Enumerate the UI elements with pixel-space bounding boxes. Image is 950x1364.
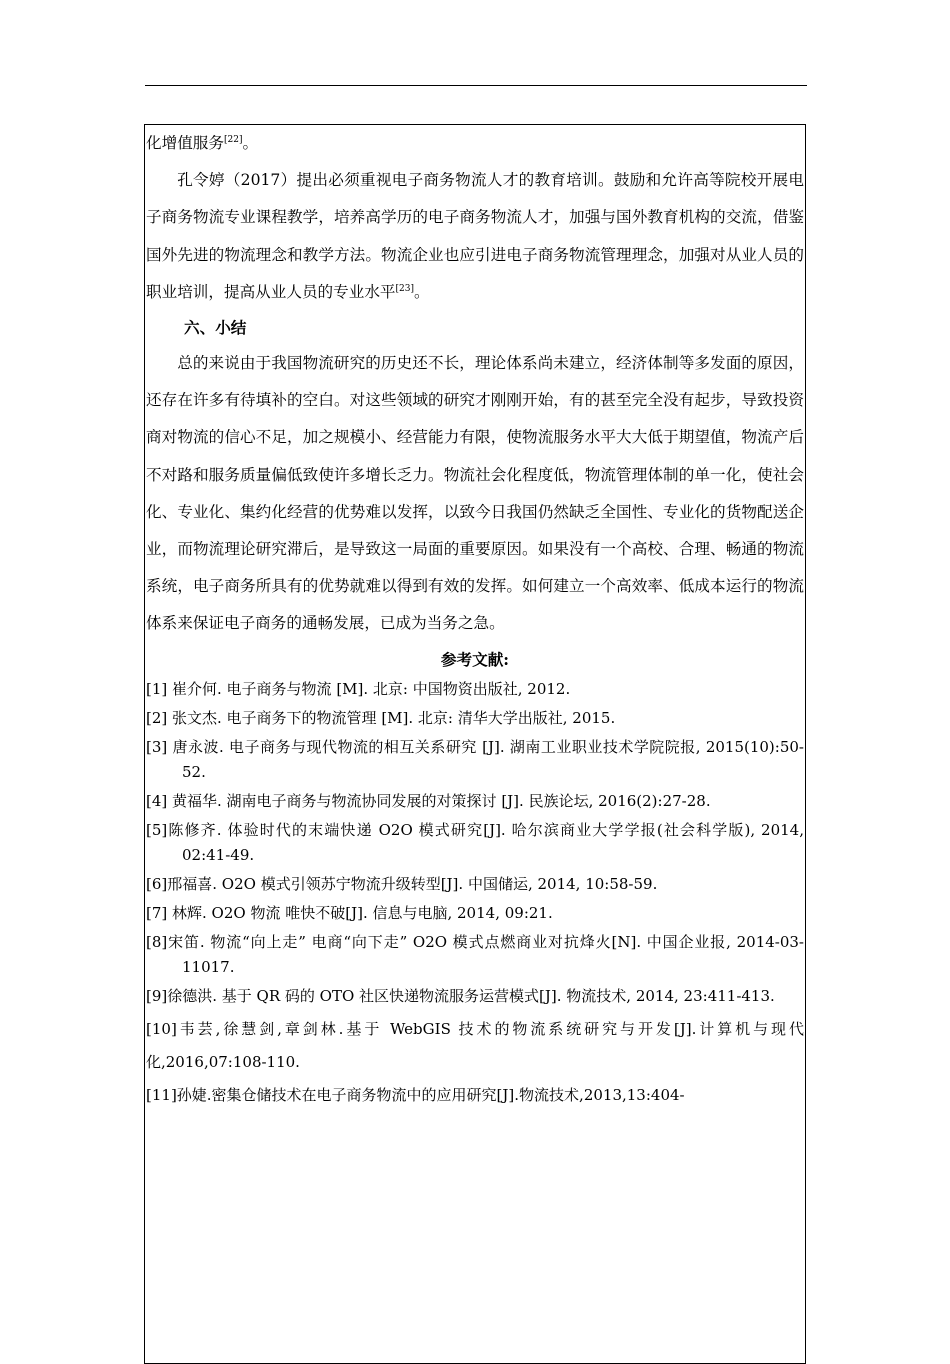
header-rule [145,85,807,86]
reference-list [146,677,804,1112]
reference-item: [10]韦芸,徐慧剑,章剑林.基于 WebGIS 技术的物流系统研究与开发[J].计算机与现代化,2016,07:108-110. [146,1019,804,1071]
paragraph-talent-training [146,162,804,311]
reference-item: [3] 唐永波. 电子商务与现代物流的相互关系研究 [J]. 湖南工业职业技术学院院报, 2015(10):50-52. [146,737,804,781]
paragraph-text: 孔令婷（2017）提出必须重视电子商务物流人才的教育培训。鼓励和允许高等院校开展电子商务物流专业课程教学，培养高学历的电子商务物流人才，加强与国外教育机构的交流，借鉴国外先进的物流理念和教学方法。物流企业也应引进电子商务物流管理理念，加强对从业人员的职业培训，提高从业人员的专业水平 [146,171,804,301]
reference-item: [2] 张文杰. 电子商务下的物流管理 [M]. 北京: 清华大学出版社, 2015. [146,708,616,727]
reference-item: [6]邢福喜. O2O 模式引领苏宁物流升级转型[J]. 中国储运, 2014, 10:58-59. [146,874,658,893]
citation-mark: [22] [223,135,243,145]
content-frame [144,124,806,1364]
paragraph-text: 化增值服务 [146,134,224,152]
reference-item: [1] 崔介何. 电子商务与物流 [M]. 北京: 中国物资出版社, 2012. [146,679,571,698]
document-body [145,125,805,1112]
citation-mark: [23] [395,283,414,294]
paragraph-end: 。 [414,282,430,301]
reference-item: [9]徐德洪. 基于 QR 码的 OTO 社区快递物流服务运营模式[J]. 物流技术, 2014, 23:411-413. [146,986,775,1005]
reference-item: [7] 林辉. O2O 物流 唯快不破[J]. 信息与电脑, 2014, 09:21. [146,903,553,922]
reference-item: [5]陈修齐. 体验时代的末端快递 O2O 模式研究[J]. 哈尔滨商业大学学报(社会科学版), 2014, 02:41-49. [146,820,804,864]
paragraph-end: 。 [242,134,259,152]
reference-item: [8]宋笛. 物流“向上走” 电商“向下走” O2O 模式点燃商业对抗烽火[N]. 中国企业报, 2014-03-11017. [146,932,804,976]
reference-item: [11]孙婕.密集仓储技术在电子商务物流中的应用研究[J].物流技术,2013,13:404- [146,1085,685,1104]
section-heading-summary: 六、小结 [184,318,247,338]
reference-item: [4] 黄福华. 湖南电子商务与物流协同发展的对策探讨 [J]. 民族论坛, 2016(2):27-28. [146,791,711,810]
references-heading: 参考文献: [440,649,510,669]
paragraph-continued [146,125,804,162]
paragraph-summary: 总的来说由于我国物流研究的历史还不长，理论体系尚未建立，经济体制等多发面的原因，还存在许多有待填补的空白。对这些领域的研究才刚刚开始，有的甚至完全没有起步，导致投资商对物流的信心不足，加之规模小、经营能力有限，使物流服务水平大大低于期望值，物流产后不对路和服务质量偏低致使许多增长乏力。物流社会化程度低，物流管理体制的单一化，使社会化、专业化、集约化经营的优势难以发挥，以致今日我国仍然缺乏全国性、专业化的货物配送企业，而物流理论研究滞后，是导致这一局面的重要原因。如果没有一个高校、合理、畅通的物流系统，电子商务所具有的优势就难以得到有效的发挥。如何建立一个高效率、低成本运行的物流体系来保证电子商务的通畅发展，已成为当务之急。 [146,354,804,633]
